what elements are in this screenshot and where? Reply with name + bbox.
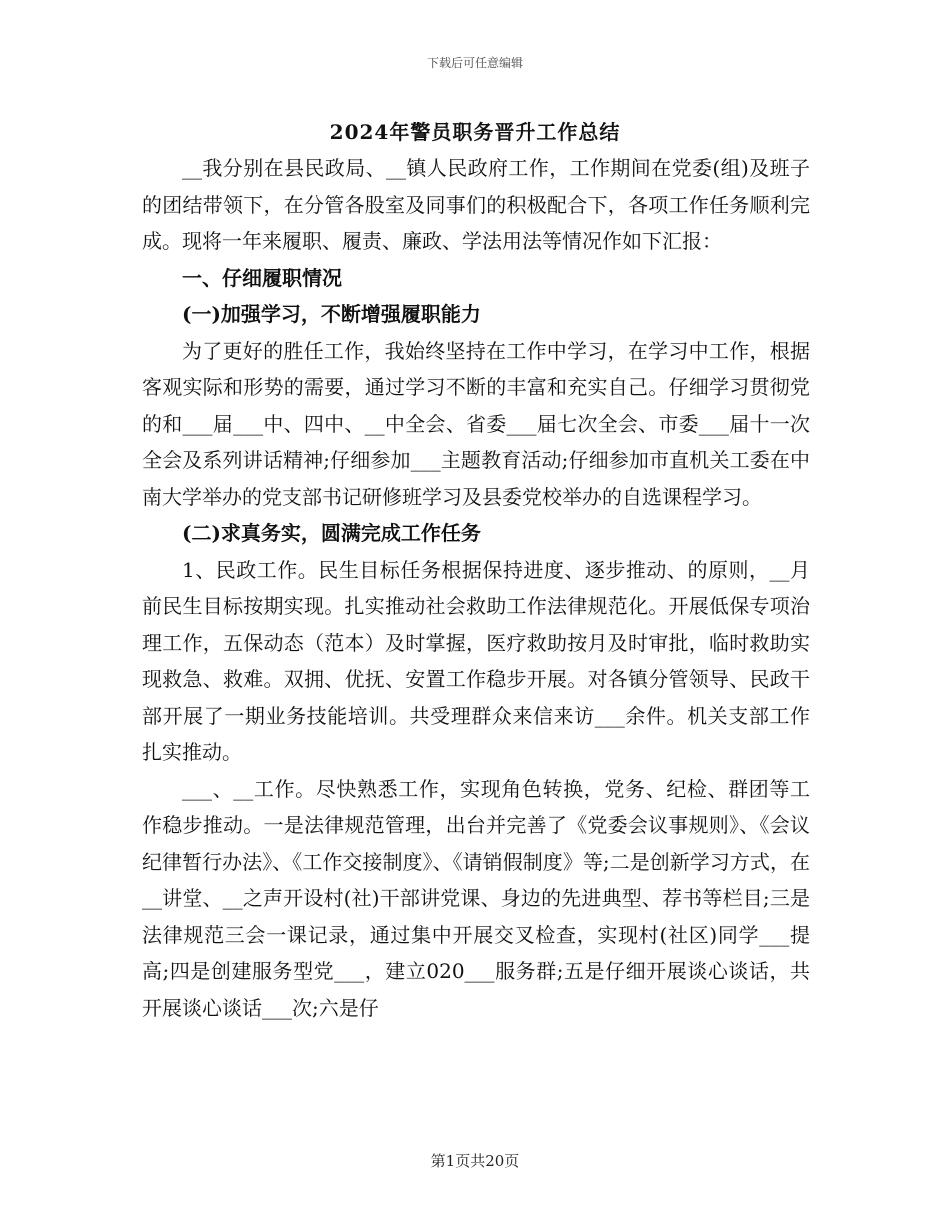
civil-affairs-paragraph: 1、民政工作。民生目标任务根据保持进度、逐步推动、的原则，__月前民生目标按期实现。扎实推动社会救助工作法律规范化。开展低保专项治理工作，五保动态（范本）及时掌握，医疗救助按月及时审批，临时救助实现救急、救难。双拥、优抚、安置工作稳步开展。对各镇分管领导、民政干部开展了一期业务技能培训。共受理群众来信来访___余件。机关支部工作扎实推动。 bbox=[142, 557, 810, 764]
section-heading: 一、仔细履职情况 bbox=[182, 265, 342, 290]
intro-paragraph: __我分别在县民政局、__镇人民政府工作，工作期间在党委(组)及班子的团结带领下，在分管各股室及同事们的积极配合下，各项工作任务顺利完成。现将一年来履职、履责、廉政、学法用法等情况作如下汇报： bbox=[142, 156, 810, 253]
document-title: 2024年警员职务晋升工作总结 bbox=[329, 120, 621, 144]
study-paragraph: 为了更好的胜任工作，我始终坚持在工作中学习，在学习中工作，根据客观实际和形势的需要，通过学习不断的丰富和充实自己。仔细学习贯彻党的和___届___中、四中、__中全会、省委___届七次全会、市委___届十一次全会及系列讲话精神;仔细参加___主题教育活动;仔细参加市直机关工委在中南大学举办的党支部书记研修班学习及县委党校举办的自选课程学习。 bbox=[142, 338, 810, 509]
document-body bbox=[142, 150, 810, 1026]
subsection-heading: (二)求真务实，圆满完成工作任务 bbox=[182, 521, 481, 545]
subsection-heading: (一)加强学习，不断增强履职能力 bbox=[182, 302, 481, 326]
page-number: 第1页共20页 bbox=[430, 1152, 520, 1170]
work-paragraph: ___、__工作。尽快熟悉工作，实现角色转换，党务、纪检、群团等工作稳步推动。一是法律规范管理，出台并完善了《党委会议事规则》、《会议纪律暂行办法》、《工作交接制度》、《请销假制度》等;二是创新学习方式，在__讲堂、__之声开设村(社)干部讲党课、身边的先进典型、荐书等栏目;三是法律规范三会一课记录，通过集中开展交叉检查，实现村(社区)同学___提高;四是创建服务型党___，建立020___服务群;五是仔细开展谈心谈话，共开展谈心谈话___次;六是仔 bbox=[142, 776, 810, 1020]
header-note: 下载后可任意编辑 bbox=[426, 56, 523, 70]
